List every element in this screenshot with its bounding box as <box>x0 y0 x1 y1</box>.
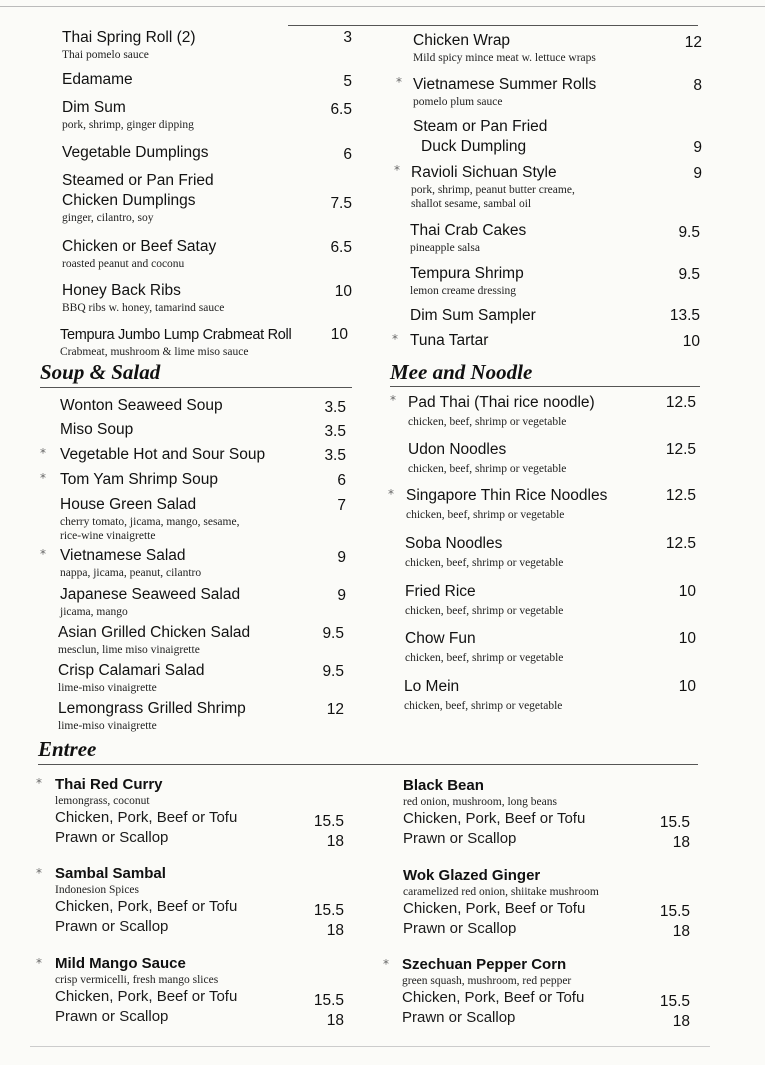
menu-item <box>413 75 596 109</box>
item-desc: lime-miso vinaigrette <box>58 720 157 732</box>
entree-price-1: 15.5 <box>659 814 690 831</box>
entree-option-1: Chicken, Pork, Beef or Tofu <box>403 900 586 917</box>
menu-item <box>410 264 524 298</box>
menu-item <box>410 331 488 351</box>
item-name: Crisp Calamari Salad <box>58 662 205 679</box>
entree-desc: lemongrass, coconut <box>55 795 150 807</box>
star-icon: * <box>388 487 394 501</box>
item-price: 3 <box>343 29 352 46</box>
noodle-rule <box>390 386 700 387</box>
item-name: Miso Soup <box>60 421 134 438</box>
menu-item <box>58 661 204 695</box>
item-price: 3.5 <box>324 423 346 440</box>
entree-item <box>402 955 584 1028</box>
item-desc: Crabmeat, mushroom & lime miso sauce <box>60 346 249 358</box>
entree-price-1: 15.5 <box>659 903 690 920</box>
item-name: Tuna Tartar <box>410 332 489 349</box>
item-price: 8 <box>693 77 702 94</box>
item-desc: lemon creame dressing <box>410 285 517 297</box>
item-name: Tom Yam Shrimp Soup <box>60 471 218 488</box>
item-price: 3.5 <box>324 447 346 464</box>
item-price: 13.5 <box>669 307 700 324</box>
entree-item <box>55 775 237 848</box>
item-desc: chicken, beef, shrimp or vegetable <box>408 416 567 428</box>
star-icon: * <box>390 393 396 407</box>
star-icon: * <box>394 163 400 177</box>
menu-item <box>60 470 218 490</box>
item-desc: BBQ ribs w. honey, tamarind sauce <box>62 302 225 314</box>
item-price: 9.5 <box>678 224 700 241</box>
entree-desc: green squash, mushroom, red pepper <box>402 975 572 987</box>
item-price: 12.5 <box>665 535 696 552</box>
entree-name: Sambal Sambal <box>55 865 166 882</box>
item-price: 9.5 <box>678 266 700 283</box>
item-name: Udon Noodles <box>408 441 507 458</box>
entree-option-2: Prawn or Scallop <box>403 920 517 937</box>
item-name: Chow Fun <box>405 630 476 647</box>
item-price: 6 <box>343 146 352 163</box>
entree-option-1: Chicken, Pork, Beef or Tofu <box>55 898 238 915</box>
entree-name: Mild Mango Sauce <box>55 955 186 972</box>
item-price: 12 <box>326 701 344 718</box>
item-name: Thai Crab Cakes <box>410 222 527 239</box>
item-name: Chicken Wrap <box>413 32 511 49</box>
item-price: 9.5 <box>322 625 344 642</box>
menu-item <box>60 325 291 359</box>
entree-option-2: Prawn or Scallop <box>55 1008 169 1025</box>
item-desc: chicken, beef, shrimp or vegetable <box>405 557 564 569</box>
menu-item <box>404 677 562 713</box>
item-name: Tempura Shrimp <box>410 265 524 282</box>
star-icon: * <box>36 866 42 880</box>
top-rule-right <box>288 25 698 26</box>
item-price: 7.5 <box>330 195 352 212</box>
item-price: 10 <box>330 326 348 343</box>
menu-item <box>406 486 607 522</box>
item-name: House Green Salad <box>60 496 197 513</box>
section-title-noodle: Mee and Noodle <box>390 360 533 384</box>
menu-item <box>411 163 575 211</box>
entree-price-1: 15.5 <box>313 992 344 1009</box>
item-price: 9 <box>693 139 702 156</box>
item-name: Thai Spring Roll (2) <box>62 29 196 46</box>
item-price: 10 <box>678 678 696 695</box>
menu-item <box>405 534 563 570</box>
menu-item <box>58 623 250 657</box>
entree-desc: Indonesion Spices <box>55 884 140 896</box>
star-icon: * <box>40 471 46 485</box>
item-desc: pork, shrimp, ginger dipping <box>62 119 194 131</box>
item-name: Ravioli Sichuan Style <box>411 164 557 181</box>
star-icon: * <box>383 957 389 971</box>
entree-option-1: Chicken, Pork, Beef or Tofu <box>55 988 238 1005</box>
item-price: 10 <box>682 333 700 350</box>
star-icon: * <box>36 956 42 970</box>
menu-item <box>410 306 536 326</box>
item-name: Dim Sum <box>62 99 126 116</box>
menu-item <box>62 171 214 225</box>
entree-option-2: Prawn or Scallop <box>55 829 169 846</box>
menu-item <box>60 445 265 465</box>
entree-name: Thai Red Curry <box>55 776 163 793</box>
item-price: 3.5 <box>324 399 346 416</box>
item-desc: chicken, beef, shrimp or vegetable <box>405 652 564 664</box>
entree-price-1: 15.5 <box>313 813 344 830</box>
item-desc: pork, shrimp, peanut butter creame, <box>411 184 575 196</box>
item-price: 12.5 <box>665 394 696 411</box>
item-price: 9 <box>693 165 702 182</box>
item-price: 10 <box>334 283 352 300</box>
item-desc-line2: shallot sesame, sambal oil <box>411 198 532 210</box>
item-name: Edamame <box>62 71 133 88</box>
menu-item <box>62 281 224 315</box>
item-price: 12 <box>684 34 702 51</box>
item-price: 6 <box>337 472 346 489</box>
entree-price-1: 15.5 <box>313 902 344 919</box>
entree-desc: red onion, mushroom, long beans <box>403 796 557 808</box>
menu-item <box>62 28 196 62</box>
entree-item <box>55 954 237 1027</box>
menu-item <box>408 393 595 429</box>
item-name: Soba Noodles <box>405 535 503 552</box>
item-price: 6.5 <box>330 101 352 118</box>
entree-option-1: Chicken, Pork, Beef or Tofu <box>402 989 585 1006</box>
entree-rule <box>38 764 698 765</box>
menu-item <box>408 440 566 476</box>
item-desc: cherry tomato, jicama, mango, sesame, <box>60 516 240 528</box>
item-desc: mesclun, lime miso vinaigrette <box>58 644 200 656</box>
item-desc: nappa, jicama, peanut, cilantro <box>60 567 202 579</box>
menu-item <box>60 420 133 440</box>
entree-option-2: Prawn or Scallop <box>402 1009 516 1026</box>
item-desc: chicken, beef, shrimp or vegetable <box>406 509 565 521</box>
menu-item <box>62 98 194 132</box>
item-desc: chicken, beef, shrimp or vegetable <box>404 700 563 712</box>
item-desc: lime-miso vinaigrette <box>58 682 157 694</box>
item-name: Vietnamese Salad <box>60 547 186 564</box>
item-price: 12.5 <box>665 487 696 504</box>
star-icon: * <box>40 547 46 561</box>
soup-rule <box>40 387 352 388</box>
menu-item <box>58 699 246 733</box>
entree-option-2: Prawn or Scallop <box>403 830 517 847</box>
bottom-rule <box>30 1046 710 1047</box>
menu-item <box>413 117 547 157</box>
item-name: Asian Grilled Chicken Salad <box>58 624 251 641</box>
entree-item <box>403 776 585 849</box>
item-name: Vegetable Dumplings <box>62 144 209 161</box>
item-price: 9.5 <box>322 663 344 680</box>
menu-item <box>405 629 563 665</box>
item-name: Wonton Seaweed Soup <box>60 397 223 414</box>
item-name: Vietnamese Summer Rolls <box>413 76 597 93</box>
item-name: Singapore Thin Rice Noodles <box>406 487 608 504</box>
star-icon: * <box>36 776 42 790</box>
menu-item <box>60 585 240 619</box>
entree-option-1: Chicken, Pork, Beef or Tofu <box>403 810 586 827</box>
menu-item <box>62 70 133 90</box>
entree-price-2: 18 <box>672 834 690 851</box>
star-icon: * <box>40 446 46 460</box>
item-desc: pomelo plum sauce <box>413 96 503 108</box>
star-icon: * <box>392 332 398 346</box>
entree-option-2: Prawn or Scallop <box>55 918 169 935</box>
item-desc-line2: rice-wine vinaigrette <box>60 530 156 542</box>
item-price: 12.5 <box>665 441 696 458</box>
item-name: Lo Mein <box>404 678 460 695</box>
item-desc: Thai pomelo sauce <box>62 49 149 61</box>
entree-name: Wok Glazed Ginger <box>403 867 541 884</box>
item-name-line2: Duck Dumpling <box>421 138 527 155</box>
item-desc: jicama, mango <box>60 606 128 618</box>
entree-item <box>403 866 599 939</box>
item-desc: chicken, beef, shrimp or vegetable <box>408 463 567 475</box>
entree-price-2: 18 <box>326 1012 344 1029</box>
entree-item <box>55 864 237 937</box>
menu-item <box>62 143 209 163</box>
entree-price-2: 18 <box>326 833 344 850</box>
item-desc: chicken, beef, shrimp or vegetable <box>405 605 564 617</box>
item-price: 10 <box>678 583 696 600</box>
item-desc: roasted peanut and coconu <box>62 258 185 270</box>
entree-name: Black Bean <box>403 777 484 794</box>
item-name: Honey Back Ribs <box>62 282 181 299</box>
item-price: 6.5 <box>330 239 352 256</box>
menu-item <box>60 546 201 580</box>
entree-desc: crisp vermicelli, fresh mango slices <box>55 974 219 986</box>
entree-price-2: 18 <box>326 922 344 939</box>
item-name: Steamed or Pan Fried <box>62 172 214 189</box>
item-price: 9 <box>337 587 346 604</box>
item-name: Vegetable Hot and Sour Soup <box>60 446 266 463</box>
item-name: Japanese Seaweed Salad <box>60 586 241 603</box>
item-name: Fried Rice <box>405 583 476 600</box>
item-name: Lemongrass Grilled Shrimp <box>58 700 246 717</box>
item-name: Pad Thai (Thai rice noodle) <box>408 394 595 411</box>
entree-option-1: Chicken, Pork, Beef or Tofu <box>55 809 238 826</box>
section-title-entree: Entree <box>38 737 97 761</box>
entree-price-1: 15.5 <box>659 993 690 1010</box>
item-desc: ginger, cilantro, soy <box>62 212 154 224</box>
item-price: 5 <box>343 73 352 90</box>
entree-price-2: 18 <box>672 1013 690 1030</box>
item-name: Dim Sum Sampler <box>410 307 536 324</box>
section-title-soup-salad: Soup & Salad <box>40 360 161 384</box>
item-price: 9 <box>337 549 346 566</box>
item-price: 10 <box>678 630 696 647</box>
item-desc: Mild spicy mince meat w. lettuce wraps <box>413 52 596 64</box>
menu-item <box>405 582 563 618</box>
top-rule-left <box>0 6 765 7</box>
item-desc: pineapple salsa <box>410 242 480 254</box>
menu-item <box>413 31 596 65</box>
entree-name: Szechuan Pepper Corn <box>402 956 567 973</box>
entree-desc: caramelized red onion, shiitake mushroom <box>403 886 599 898</box>
item-name: Chicken or Beef Satay <box>62 238 217 255</box>
star-icon: * <box>396 75 402 89</box>
menu-item <box>60 396 223 416</box>
menu-item <box>60 495 239 543</box>
menu-item <box>410 221 526 255</box>
item-name: Steam or Pan Fried <box>413 118 548 135</box>
item-name: Tempura Jumbo Lump Crabmeat Roll <box>60 327 292 343</box>
item-name-line2: Chicken Dumplings <box>62 192 196 209</box>
entree-price-2: 18 <box>672 923 690 940</box>
item-price: 7 <box>337 497 346 514</box>
menu-item <box>62 237 216 271</box>
